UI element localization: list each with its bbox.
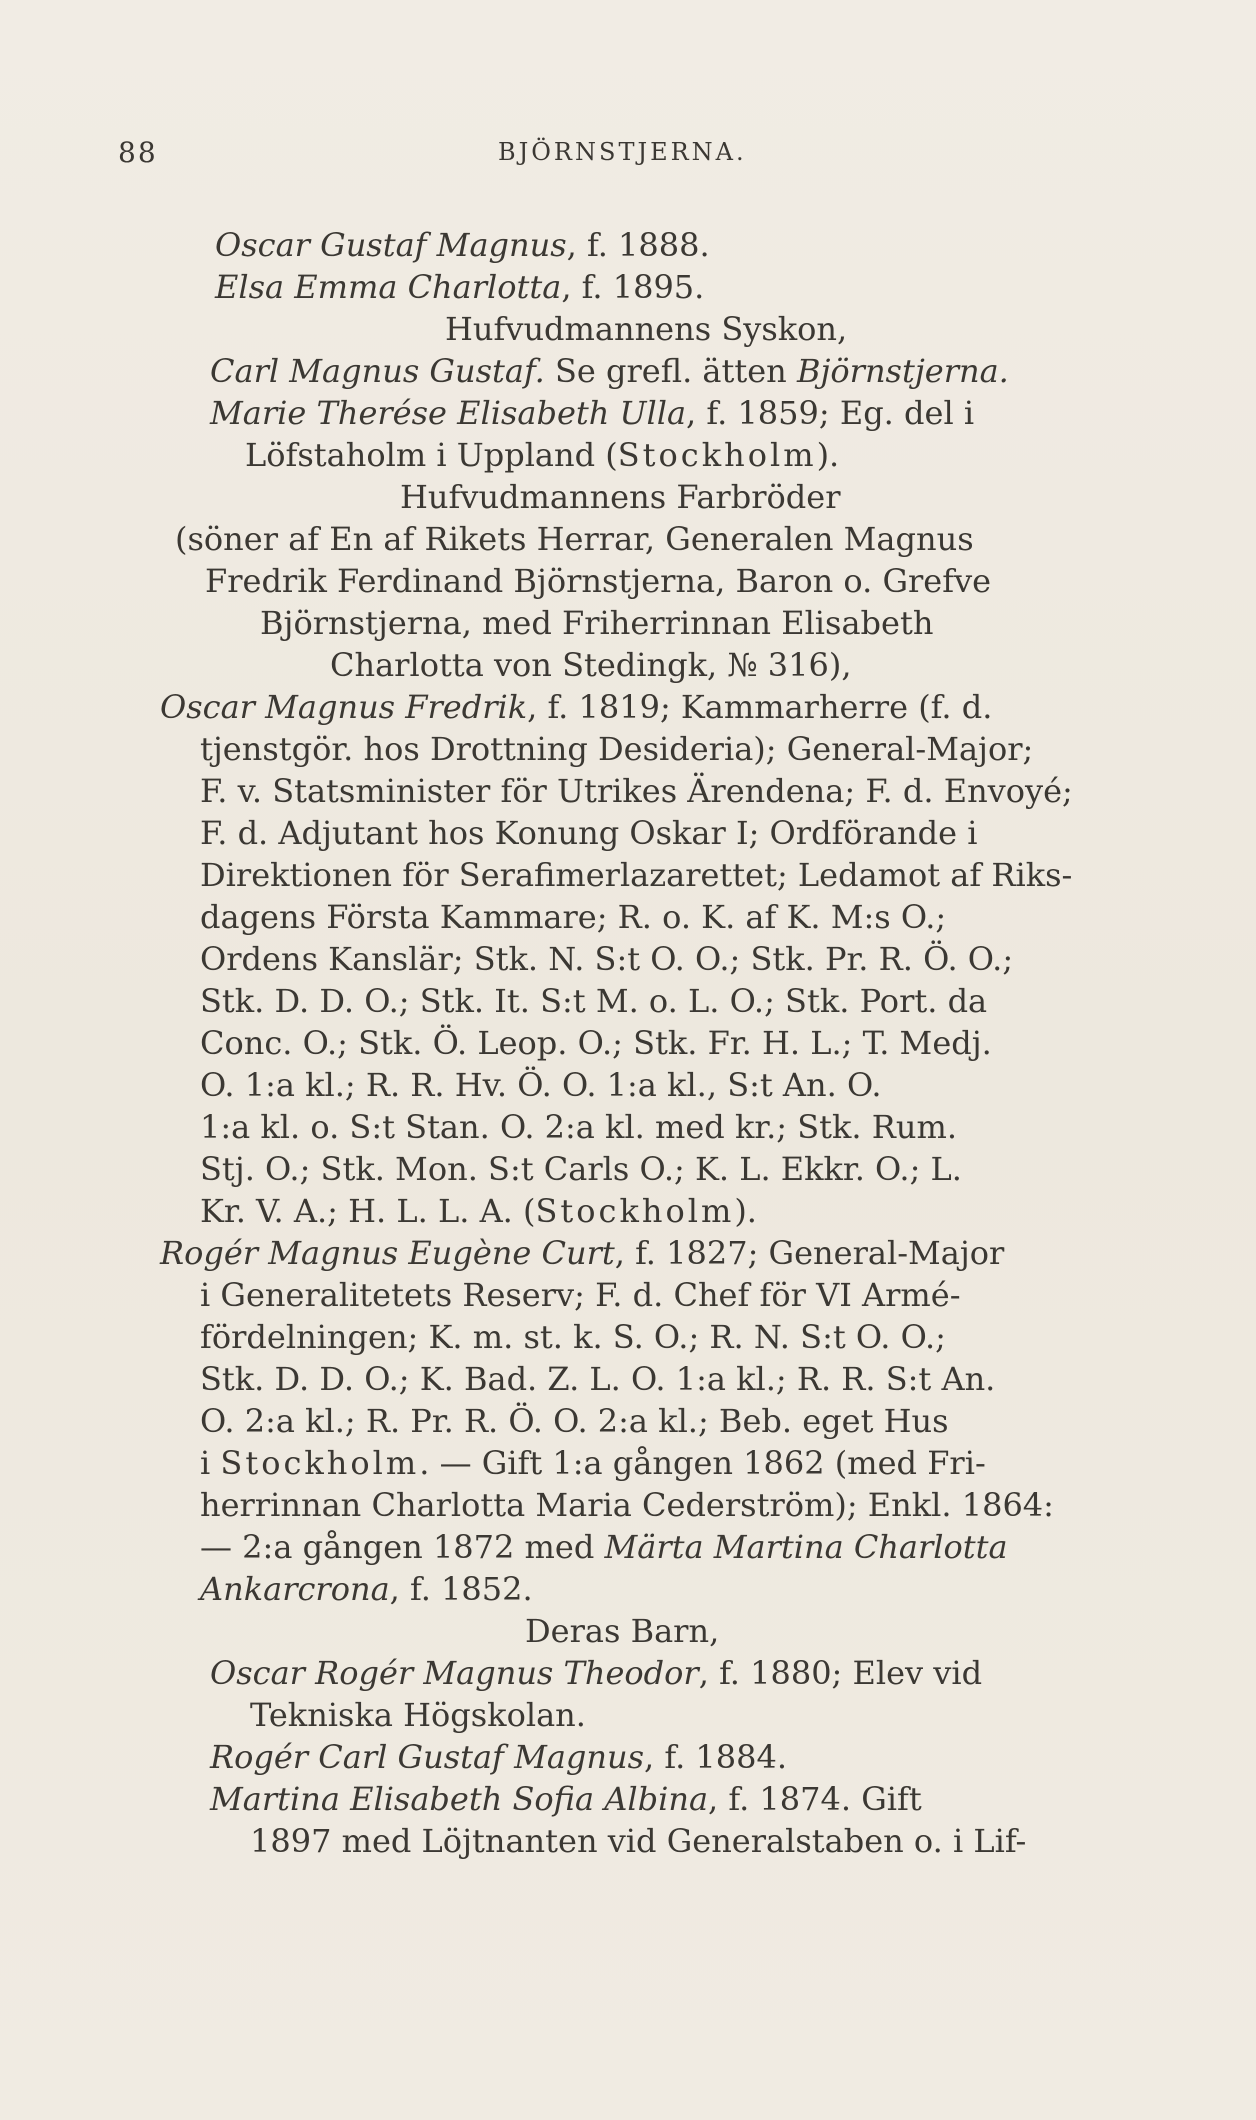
text-segment: , f. 1827; General-Major — [614, 1234, 1005, 1272]
text-line — [200, 1442, 986, 1484]
text-segment: ). — [816, 436, 840, 474]
text-segment: — 2:a gången 1872 med — [200, 1528, 605, 1566]
italic-name: Marie Therése Elisabeth Ulla — [210, 394, 687, 432]
text-segment: Ordens Kanslär; Stk. N. S:t O. O.; Stk. Pr. R. Ö. O.; — [200, 940, 1014, 978]
text-line — [200, 980, 987, 1022]
text-line — [200, 1274, 961, 1316]
page-header — [118, 136, 1138, 176]
text-segment: 1897 med Löjtnanten vid Generalstaben o. i Lif- — [250, 1822, 1027, 1860]
text-segment: , f. 1888. — [566, 226, 710, 264]
text-segment: i Generalitetets Reserv; F. d. Chef för VI Armé- — [200, 1276, 961, 1314]
text-line — [210, 350, 1009, 392]
text-segment: ). — [734, 1192, 757, 1230]
italic-name: Oscar Magnus Fredrik — [160, 688, 528, 726]
text-line — [445, 308, 847, 350]
text-line — [215, 224, 710, 266]
italic-name: Carl Magnus Gustaf. — [210, 352, 545, 390]
text-line — [210, 1652, 982, 1694]
italic-name: Ankarcrona — [200, 1570, 390, 1608]
text-segment: F. v. Statsminister för Utrikes Ärendena; F. d. Envoyé; — [200, 772, 1073, 810]
text-segment: Se grefl. ätten — [544, 352, 797, 390]
text-line — [330, 644, 852, 686]
text-segment: Stk. D. D. O.; K. Bad. Z. L. O. 1:a kl.; R. R. S:t An. — [200, 1360, 996, 1398]
text-line — [200, 1568, 533, 1610]
text-segment: 1:a kl. o. S:t Stan. O. 2:a kl. med kr.; Stk. Rum. — [200, 1108, 957, 1146]
text-segment: , f. 1819; Kammarherre (f. d. — [527, 688, 993, 726]
text-segment: O. 2:a kl.; R. Pr. R. Ö. O. 2:a kl.; Beb. eget Hus — [200, 1402, 949, 1440]
text-segment: , f. 1859; Eg. del i — [686, 394, 975, 432]
text-segment: Hufvudmannens Farbröder — [400, 478, 841, 516]
text-line — [200, 812, 977, 854]
text-segment: Björnstjerna, med Friherrinnan Elisabeth — [260, 604, 934, 642]
text-line — [160, 686, 992, 728]
text-line — [200, 1148, 962, 1190]
italic-name: Oscar Gustaf Magnus — [215, 226, 567, 264]
running-head: BJÖRNSTJERNA. — [498, 138, 747, 166]
text-line — [525, 1610, 719, 1652]
text-segment: (söner af En af Rikets Herrar, Generalen Magnus — [175, 520, 974, 558]
text-segment: Deras Barn, — [525, 1612, 720, 1650]
spaced-place: Stockholm — [535, 1192, 735, 1230]
text-segment: Löfstaholm i Uppland ( — [245, 436, 618, 474]
text-line — [250, 1820, 1026, 1862]
italic-name: Rogér Carl Gustaf Magnus — [210, 1738, 645, 1776]
text-line — [260, 602, 933, 644]
text-line — [200, 728, 1033, 770]
page-number: 88 — [118, 136, 158, 169]
spaced-place: Stockholm — [617, 436, 817, 474]
text-segment: Kr. V. A.; H. L. L. A. ( — [200, 1192, 536, 1230]
text-segment: herrinnan Charlotta Maria Cederström); Enkl. 1864: — [200, 1486, 1054, 1524]
text-line — [210, 1778, 922, 1820]
text-line — [200, 770, 1073, 812]
text-line — [200, 854, 1072, 896]
text-line — [175, 518, 974, 560]
text-line — [250, 1694, 586, 1736]
italic-name: Rogér Magnus Eugène Curt — [160, 1234, 615, 1272]
text-line — [200, 1316, 946, 1358]
text-segment: Fredrik Ferdinand Björnstjerna, Baron o. Grefve — [205, 562, 992, 600]
text-segment: Tekniska Högskolan. — [250, 1696, 586, 1734]
text-line — [200, 1484, 1054, 1526]
text-segment: Stk. D. D. O.; Stk. It. S:t M. o. L. O.; Stk. Port. da — [200, 982, 988, 1020]
text-segment: O. 1:a kl.; R. R. Hv. Ö. O. 1:a kl., S:t An. O. — [200, 1066, 882, 1104]
text-line — [200, 1400, 949, 1442]
text-segment: , f. 1874. Gift — [708, 1780, 922, 1818]
text-line — [400, 476, 840, 518]
text-line — [200, 1106, 957, 1148]
text-segment: Hufvudmannens Syskon, — [445, 310, 848, 348]
text-line — [200, 896, 946, 938]
spaced-place: Stockholm — [220, 1444, 420, 1482]
text-line — [200, 938, 1013, 980]
text-line — [200, 1022, 992, 1064]
text-line — [200, 1358, 995, 1400]
text-segment: . — Gift 1:a gången 1862 (med Fri- — [419, 1444, 986, 1482]
italic-name: Elsa Emma Charlotta — [215, 268, 562, 306]
text-segment: i — [200, 1444, 221, 1482]
text-line — [200, 1526, 1008, 1568]
text-line — [215, 266, 704, 308]
text-segment: Charlotta von Stedingk, № 316), — [330, 646, 852, 684]
text-segment: , f. 1852. — [389, 1570, 533, 1608]
text-segment: , f. 1895. — [561, 268, 705, 306]
italic-name: Märta Martina Charlotta — [604, 1528, 1008, 1566]
italic-name: Martina Elisabeth Sofia Albina — [210, 1780, 709, 1818]
text-line — [200, 1190, 757, 1232]
text-line — [210, 1736, 787, 1778]
text-line — [160, 1232, 1004, 1274]
italic-name: Oscar Rogér Magnus Theodor — [210, 1654, 699, 1692]
text-segment: , f. 1880; Elev vid — [698, 1654, 983, 1692]
text-line — [210, 392, 974, 434]
text-segment: , f. 1884. — [644, 1738, 788, 1776]
italic-name: Björnstjerna. — [796, 352, 1009, 390]
text-line — [200, 1064, 882, 1106]
text-segment: F. d. Adjutant hos Konung Oskar I; Ordförande i — [200, 814, 978, 852]
text-segment: Direktionen för Serafimerlazarettet; Ledamot af Riks- — [200, 856, 1073, 894]
text-segment: fördelningen; K. m. st. k. S. O.; R. N. S:t O. O.; — [200, 1318, 946, 1356]
text-segment: Conc. O.; Stk. Ö. Leop. O.; Stk. Fr. H. L.; T. Medj. — [200, 1024, 992, 1062]
text-segment: tjenstgör. hos Drottning Desideria); General-Major; — [200, 730, 1034, 768]
text-segment: dagens Första Kammare; R. o. K. af K. M:s O.; — [200, 898, 947, 936]
text-line — [205, 560, 991, 602]
text-segment: Stj. O.; Stk. Mon. S:t Carls O.; K. L. Ekkr. O.; L. — [200, 1150, 962, 1188]
text-line — [245, 434, 839, 476]
